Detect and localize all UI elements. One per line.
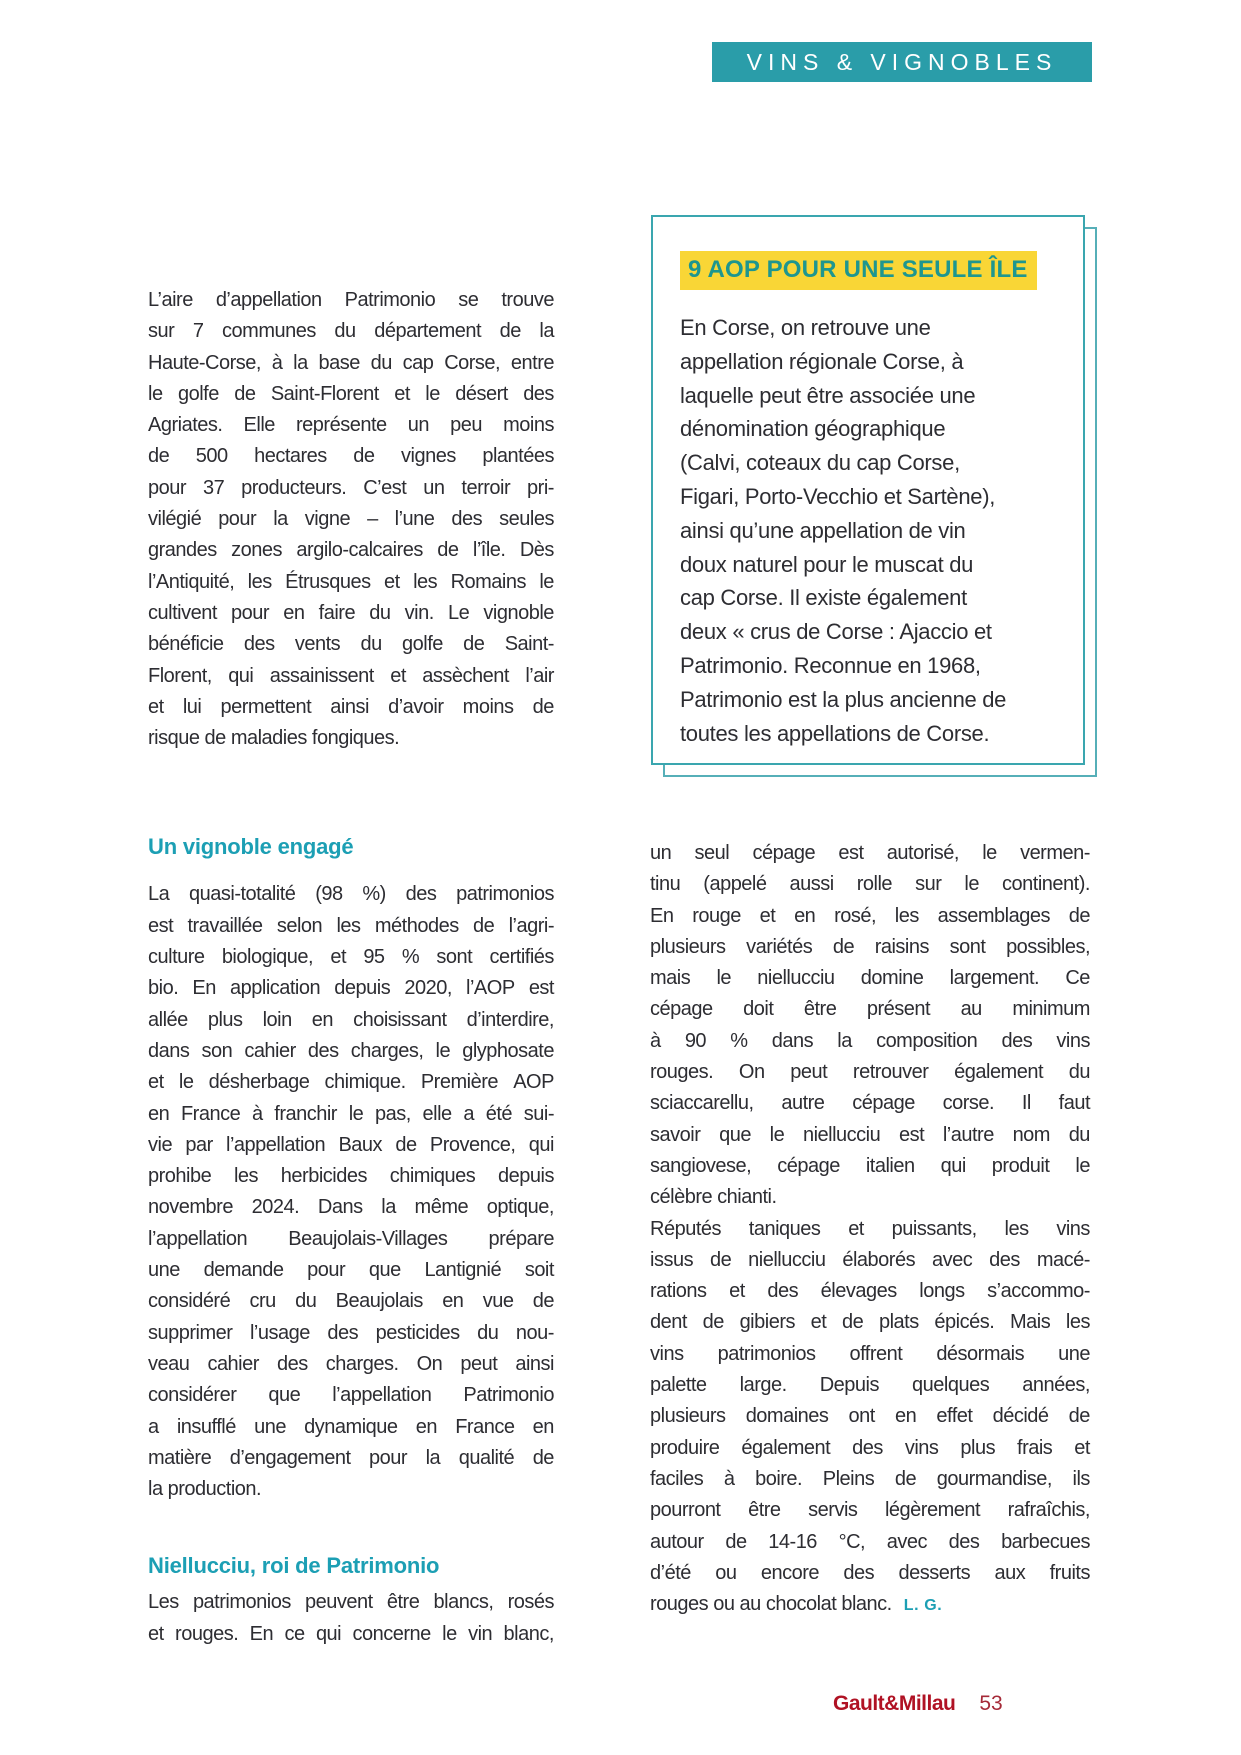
text-line: dans son cahier des charges, le glyphosate xyxy=(148,1039,554,1062)
text-line: cépage doit être présent au minimum xyxy=(650,998,1090,1021)
text-line: prohibe les herbicides chimiques depuis xyxy=(148,1165,554,1188)
text-line: La quasi-totalité (98 %) des patrimonios xyxy=(148,883,554,906)
text-line: En rouge et en rosé, les assemblages de xyxy=(650,904,1090,927)
text-line: (Calvi, coteaux du cap Corse, xyxy=(680,450,960,476)
text-line: autour de 14-16 °C, avec des barbecues xyxy=(650,1530,1090,1553)
text-line: tinu (appelé aussi rolle sur le continent). xyxy=(650,873,1090,896)
text-line: bio. En application depuis 2020, l’AOP est xyxy=(148,977,554,1000)
text-line: En Corse, on retrouve une xyxy=(680,315,931,340)
text-line: matière d’engagement pour la qualité de xyxy=(148,1446,554,1469)
text-line: Réputés taniques et puissants, les vins xyxy=(650,1217,1090,1240)
text-line: vie par l’appellation Baux de Provence, qui xyxy=(148,1133,554,1156)
text-line: considérer que l’appellation Patrimonio xyxy=(148,1384,554,1407)
text-line: et rouges. En ce qui concerne le vin blanc, xyxy=(148,1622,554,1645)
text-line: cultivent pour en faire du vin. Le vignoble xyxy=(148,601,554,624)
text-line: dénomination géographique xyxy=(680,416,946,442)
right-column xyxy=(650,838,1090,1620)
text-line: en France à franchir le pas, elle a été sui- xyxy=(148,1102,554,1125)
text-line: plusieurs variétés de raisins sont possibles, xyxy=(650,935,1090,958)
text-line: un seul cépage est autorisé, le vermen- xyxy=(650,842,1090,864)
text-line: sciaccarellu, autre cépage corse. Il faut xyxy=(650,1092,1090,1115)
text-line: plusieurs domaines ont en effet décidé de xyxy=(650,1405,1090,1428)
text-line: Haute-Corse, à la base du cap Corse, entre xyxy=(148,351,554,374)
text-line: doux naturel pour le muscat du xyxy=(680,551,974,577)
text-line: rations et des élevages longs s’accommo- xyxy=(650,1280,1090,1303)
text-line: sangiovese, cépage italien qui produit le xyxy=(650,1154,1090,1177)
article-paragraph-3 xyxy=(148,1587,554,1650)
text-line: de 500 hectares de vignes plantées xyxy=(148,445,554,468)
text-line: Florent, qui assainissent et assèchent l’air xyxy=(148,664,554,687)
text-line: Agriates. Elle représente un peu moins xyxy=(148,414,554,437)
text-line: une demande pour que Lantignié soit xyxy=(148,1259,554,1282)
text-line: considéré cru du Beaujolais en vue de xyxy=(148,1290,554,1313)
text-line: le golfe de Saint-Florent et le désert des xyxy=(148,382,554,405)
info-box xyxy=(651,215,1085,765)
text-line: l’appellation Beaujolais-Villages prépare xyxy=(148,1227,554,1250)
text-line: vilégié pour la vigne – l’une des seules xyxy=(148,508,554,531)
text-line: Patrimonio. Reconnue en 1968, xyxy=(680,652,981,678)
text-line: risque de maladies fongiques. xyxy=(148,727,400,750)
text-line: produire également des vins plus frais et xyxy=(650,1436,1090,1459)
text-line: est travaillée selon les méthodes de l’agri- xyxy=(148,914,554,937)
text-line: Figari, Porto-Vecchio et Sartène), xyxy=(680,483,996,509)
text-line: deux « crus de Corse : Ajaccio et xyxy=(680,619,992,645)
text-line: appellation régionale Corse, à xyxy=(680,348,964,374)
page-footer xyxy=(833,1692,1003,1716)
info-box-body xyxy=(680,311,1065,750)
text-line: mais le niellucciu domine largement. Ce xyxy=(650,967,1090,990)
text-line: sur 7 communes du département de la xyxy=(148,320,554,343)
text-line: veau cahier des charges. On peut ainsi xyxy=(148,1352,554,1375)
text-line: palette large. Depuis quelques années, xyxy=(650,1374,1090,1397)
text-line: laquelle peut être associée une xyxy=(680,382,976,408)
article-paragraph-1 xyxy=(148,285,554,754)
text-line: Les patrimonios peuvent être blancs, rosés xyxy=(148,1591,554,1614)
text-line: pourront être servis légèrement rafraîchis, xyxy=(650,1499,1090,1522)
section-heading-vignoble-engage: Un vignoble engagé xyxy=(148,834,354,860)
left-column xyxy=(148,285,554,1650)
article-paragraph-2 xyxy=(148,879,554,1505)
text-line: bénéficie des vents du golfe de Saint- xyxy=(148,633,554,656)
paragraph-last-line-text: rouges ou au chocolat blanc. xyxy=(650,1593,892,1616)
text-line: d’été ou encore des desserts aux fruits xyxy=(650,1561,1090,1584)
article-paragraph-5 xyxy=(650,1214,1090,1590)
page-number: 53 xyxy=(979,1692,1003,1715)
text-line: rouges. On peut retrouver également du xyxy=(650,1061,1090,1084)
text-line: ainsi qu’une appellation de vin xyxy=(680,517,966,543)
text-line: issus de niellucciu élaborés avec des macé- xyxy=(650,1248,1090,1271)
text-line: célèbre chianti. xyxy=(650,1186,777,1209)
text-line: allée plus loin en choisissant d’interdire, xyxy=(148,1008,554,1031)
text-line: dent de gibiers et de plats épicés. Mais les xyxy=(650,1311,1090,1334)
article-paragraph-4 xyxy=(650,838,1090,1214)
text-line: toutes les appellations de Corse. xyxy=(680,720,990,746)
brand-logo: Gault&Millau xyxy=(833,1692,956,1715)
text-line: l’Antiquité, les Étrusques et les Romains le xyxy=(148,570,554,593)
text-line: la production. xyxy=(148,1478,262,1501)
text-line: savoir que le niellucciu est l’autre nom du xyxy=(650,1123,1090,1146)
text-line: Patrimonio est la plus ancienne de xyxy=(680,686,1007,712)
text-line: grandes zones argilo-calcaires de l’île. Dès xyxy=(148,539,554,562)
text-line: culture biologique, et 95 % sont certifiés xyxy=(148,946,554,969)
text-line: pour 37 producteurs. C’est un terroir pri- xyxy=(148,476,554,499)
section-heading-niellucciu: Niellucciu, roi de Patrimonio xyxy=(148,1553,440,1579)
text-line: faciles à boire. Pleins de gourmandise, ils xyxy=(650,1467,1090,1490)
paragraph-last-line xyxy=(650,1589,1090,1620)
text-line: et le désherbage chimique. Première AOP xyxy=(148,1071,554,1094)
text-line: supprimer l’usage des pesticides du nou- xyxy=(148,1321,554,1344)
text-line: et lui permettent ainsi d’avoir moins de xyxy=(148,695,554,718)
text-line: à 90 % dans la composition des vins xyxy=(650,1029,1090,1052)
text-line: L’aire d’appellation Patrimonio se trouve xyxy=(148,289,554,311)
text-line: novembre 2024. Dans la même optique, xyxy=(148,1196,554,1219)
info-box-title: 9 AOP POUR UNE SEULE ÎLE xyxy=(680,251,1037,290)
section-banner-label: VINS & VIGNOBLES xyxy=(746,48,1058,75)
author-initials: L. G. xyxy=(903,1597,943,1615)
section-banner xyxy=(712,42,1092,82)
text-line: vins patrimonios offrent désormais une xyxy=(650,1342,1090,1365)
text-line: a insufflé une dynamique en France en xyxy=(148,1415,554,1438)
text-line: cap Corse. Il existe également xyxy=(680,585,967,611)
